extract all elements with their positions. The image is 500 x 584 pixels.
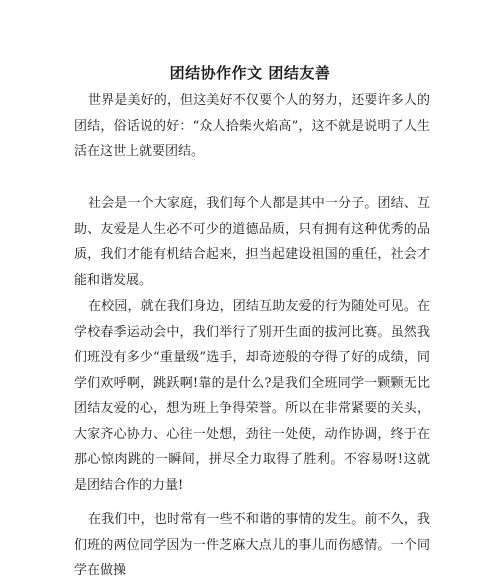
document-title: 团结协作作文 团结友善 [169,64,331,82]
paragraph-4: 在我们中，也时常有一些不和谐的事情的发生。前不久，我们班的两位同学因为一件芝麻大点儿的事儿而伤感情。一个同学在做操 [74,512,430,578]
paragraph-2: 社会是一个大家庭，我们每个人都是其中一分子。团结、互助、友爱是人生必不可少的道德品质，只有拥有这种优秀的品质，我们才能有机结合起来，担当起建设祖国的重任，社会才能和谐发展。 [74,196,430,288]
paragraph-1: 世界是美好的，但这美好不仅要个人的努力，还要许多人的团结，俗话说的好：“众人拾柴火焰高”，这不就是说明了人生活在这世上就要团结。 [74,93,430,159]
paragraph-3: 在校园，就在我们身边，团结互助友爱的行为随处可见。在学校春季运动会中，我们举行了别开生面的拔河比赛。虽然我们班没有多少“重量级”选手，却奇迹般的夺得了好的成绩，同学们欢呼啊，跳跃啊!靠的是什么?是我们全班同学一颗颗无比团结友爱的心，想为班上争得荣誉。所以在非常紧要的关头，大家齐心协力、心往一处想，劲往一处使，动作协调，终于在那心惊肉跳的一瞬间，拼尽全力取得了胜利。不容易呀!这就是团结合作的力量! [74,299,430,493]
